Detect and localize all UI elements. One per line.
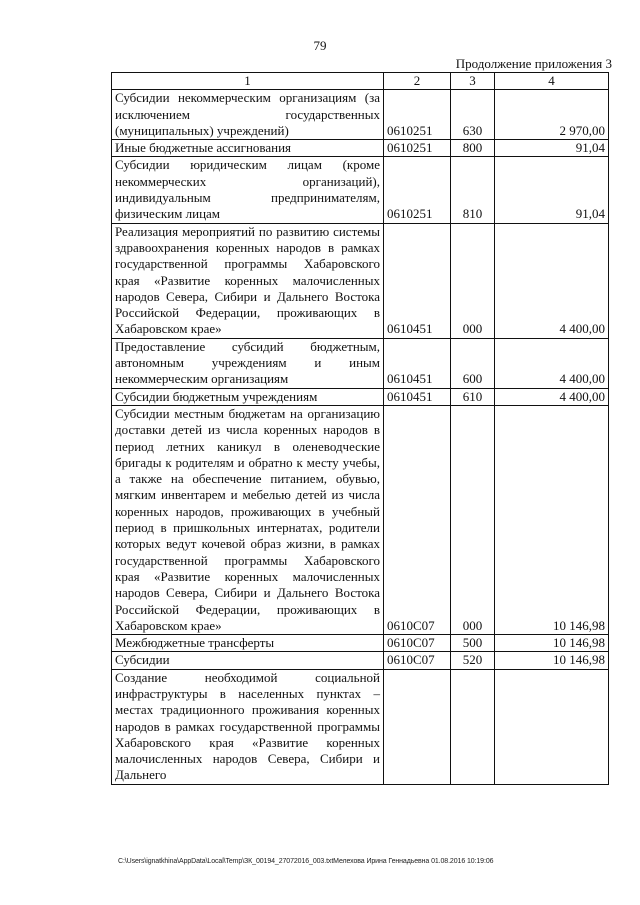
row-amount: 2 970,00 xyxy=(495,90,609,140)
footer-file-path: C:\Users\ignatkhina\AppData\Local\Temp\ЗК_00194_27072016_003.txtМелехова Ирина Геннадьевна 01.08.2016 10:19:06 xyxy=(118,858,494,865)
table-row xyxy=(112,388,609,405)
row-expense-type: 000 xyxy=(451,405,495,634)
row-expense-type: 520 xyxy=(451,652,495,669)
continuation-label: Продолжение приложения 3 xyxy=(455,56,612,71)
row-target-code xyxy=(384,669,451,784)
row-amount: 4 400,00 xyxy=(495,388,609,405)
row-target-code: 0610С07 xyxy=(384,652,451,669)
row-expense-type: 610 xyxy=(451,388,495,405)
row-target-code: 0610С07 xyxy=(384,405,451,634)
column-header: 1 xyxy=(112,73,384,90)
row-expense-type xyxy=(451,669,495,784)
table-row xyxy=(112,157,609,223)
row-amount: 91,04 xyxy=(495,140,609,157)
row-expense-type: 810 xyxy=(451,157,495,223)
table-row xyxy=(112,652,609,669)
row-description: Межбюджетные трансферты xyxy=(112,635,384,652)
row-expense-type: 500 xyxy=(451,635,495,652)
row-expense-type: 000 xyxy=(451,223,495,338)
row-amount: 4 400,00 xyxy=(495,338,609,388)
row-expense-type: 630 xyxy=(451,90,495,140)
table-row xyxy=(112,140,609,157)
row-description: Субсидии местным бюджетам на организацию доставки детей из числа коренных народов в период летних каникул в оленеводческие бригады к родителям и обратно к месту учебы, а также на обеспечение питанием, обувью, мягким инвентарем и мебелью детей из числа коренных народов, проживающих в учебный период в пришкольных интернатах, родители которых ведут кочевой образ жизни, в рамках государственной программы Хабаровского края «Развитие коренных малочисленных народов Севера, Сибири и Дальнего Востока Российской Федерации, проживающих в Хабаровском крае» xyxy=(112,405,384,634)
row-target-code: 0610251 xyxy=(384,90,451,140)
row-amount xyxy=(495,669,609,784)
row-description: Предоставление субсидий бюджетным, автономным учреждениям и иным некоммерческим организациям xyxy=(112,338,384,388)
row-amount: 10 146,98 xyxy=(495,652,609,669)
row-amount: 10 146,98 xyxy=(495,405,609,634)
table-row xyxy=(112,223,609,338)
row-expense-type: 800 xyxy=(451,140,495,157)
column-header: 2 xyxy=(384,73,451,90)
row-description: Создание необходимой социальной инфраструктуры в населенных пунктах – местах традиционного проживания коренных народов в рамках государственной программы Хабаровского края «Развитие коренных малочисленных народов Севера, Сибири и Дальнего xyxy=(112,669,384,784)
row-target-code: 0610451 xyxy=(384,388,451,405)
row-target-code: 0610451 xyxy=(384,338,451,388)
row-description: Реализация мероприятий по развитию системы здравоохранения коренных народов в рамках государственной программы Хабаровского края «Развитие коренных малочисленных народов Севера, Сибири и Дальнего Востока Российской Федерации, проживающих в Хабаровском крае» xyxy=(112,223,384,338)
row-description: Субсидии бюджетным учреждениям xyxy=(112,388,384,405)
row-target-code: 0610251 xyxy=(384,140,451,157)
column-header: 3 xyxy=(451,73,495,90)
table-header-row xyxy=(112,73,609,90)
row-target-code: 0610251 xyxy=(384,157,451,223)
row-description: Субсидии xyxy=(112,652,384,669)
row-amount: 10 146,98 xyxy=(495,635,609,652)
column-header: 4 xyxy=(495,73,609,90)
row-description: Субсидии некоммерческим организациям (за исключением государственных (муниципальных) учреждений) xyxy=(112,90,384,140)
row-expense-type: 600 xyxy=(451,338,495,388)
row-target-code: 0610451 xyxy=(384,223,451,338)
table-row xyxy=(112,338,609,388)
row-description: Субсидии юридическим лицам (кроме некоммерческих организаций), индивидуальным предпринимателям, физическим лицам xyxy=(112,157,384,223)
table-row xyxy=(112,405,609,634)
page-number: 79 xyxy=(313,38,327,53)
table-row xyxy=(112,635,609,652)
row-amount: 4 400,00 xyxy=(495,223,609,338)
row-amount: 91,04 xyxy=(495,157,609,223)
row-description: Иные бюджетные ассигнования xyxy=(112,140,384,157)
table-row xyxy=(112,90,609,140)
budget-table xyxy=(111,72,609,785)
row-target-code: 0610С07 xyxy=(384,635,451,652)
table-row xyxy=(112,669,609,784)
